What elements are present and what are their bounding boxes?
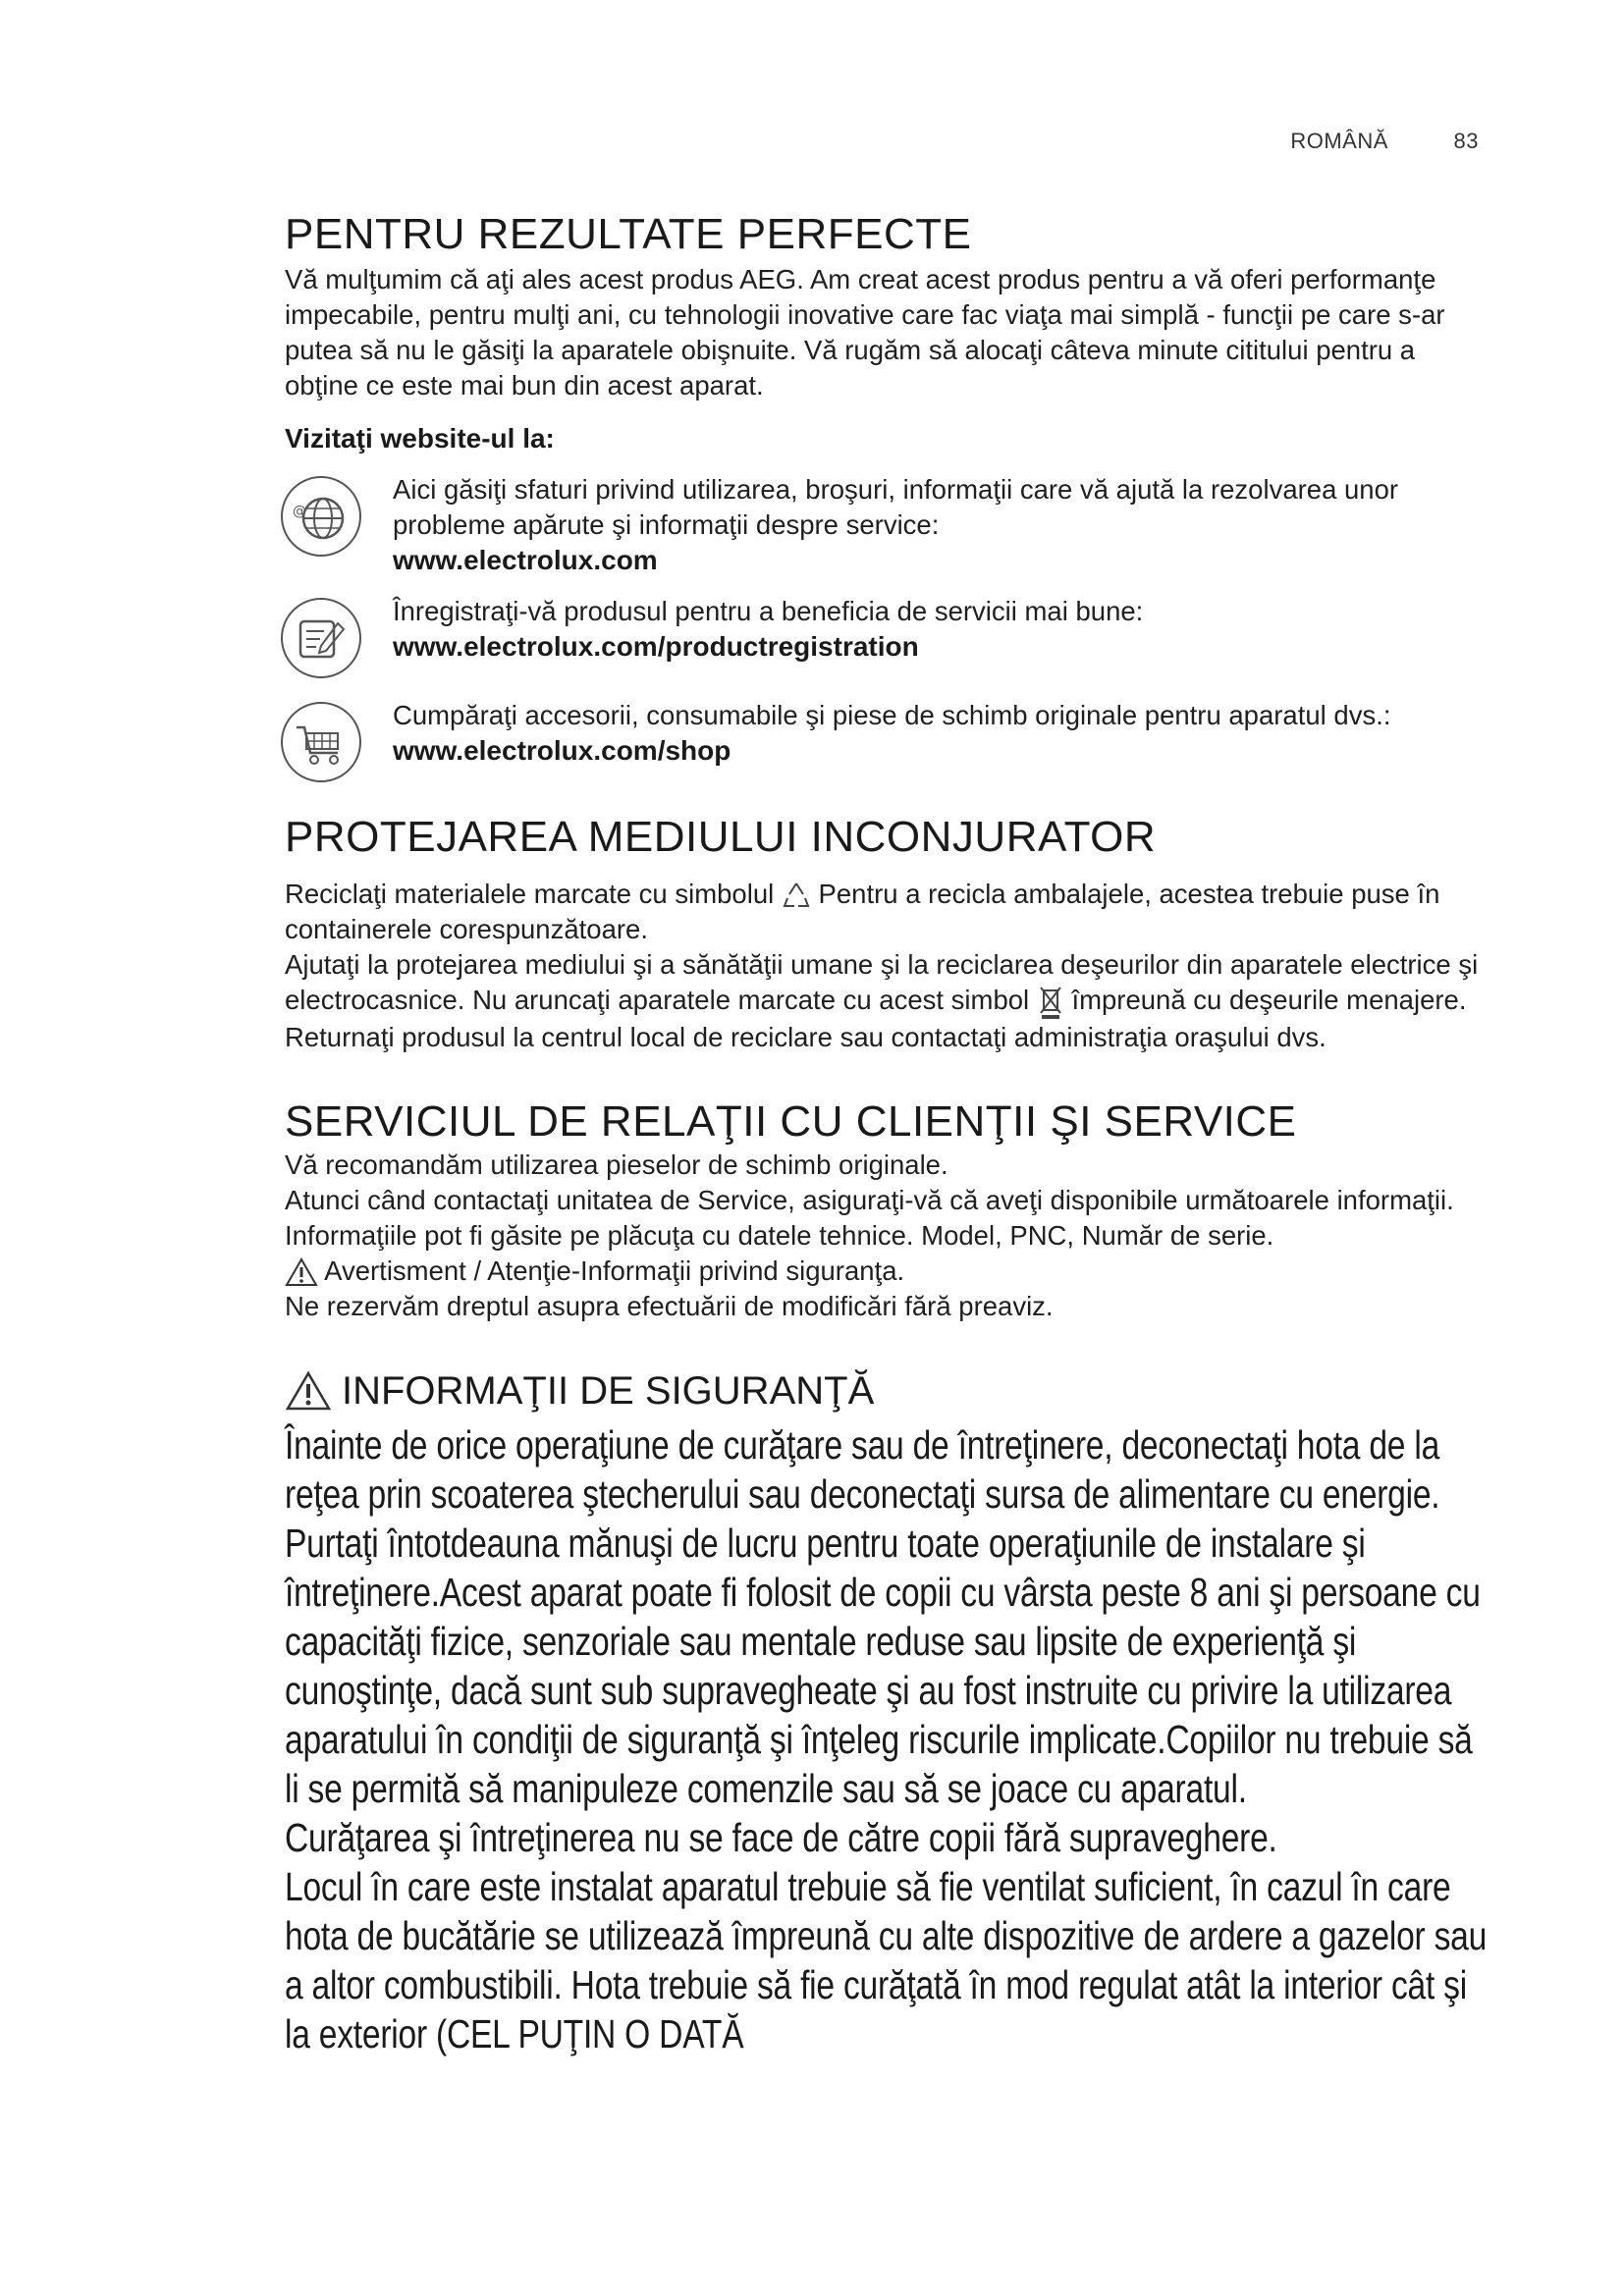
- weee-paragraph: [285, 947, 1488, 1055]
- section-title-perfect-results: PENTRU REZULTATE PERFECTE: [285, 210, 972, 258]
- weee-text-before: Ajutaţi la protejarea mediului şi a sănătăţii umane şi la reciclarea deşeurilor din aparatele electrice şi electrocasnice. Nu aruncaţi aparatele marcate cu acest simbol: [285, 949, 1479, 1015]
- website-info-text: Aici găsiţi sfaturi privind utilizarea, broşuri, informaţii care vă ajută la rezolvarea unor probleme apărute şi informaţii despre service:: [393, 474, 1399, 540]
- recycling-text-after: Pentru a recicla ambalajele, acestea trebuie puse în containerele corespunzătoare.: [285, 879, 1440, 944]
- globe-icon: [277, 472, 365, 561]
- website-row-info: [285, 472, 1488, 578]
- shopping-cart-icon: [277, 698, 365, 786]
- svg-text:@: @: [293, 504, 306, 519]
- page-header: [1290, 129, 1479, 154]
- safety-paragraph-3: Locul în care este instalat aparatul trebuie să fie ventilat suficient, în cazul în care hota de bucătărie se utilizează împreună cu alte dispozitive de ardere a gazelor sau a altor combustibili. Hota trebuie să fie curăţată în mod regulat atât la interior cât şi la exterior (CEL PUŢIN O DATĂ: [285, 1863, 1488, 2056]
- safety-body: [285, 1420, 1492, 2058]
- visit-website-label: Vizitaţi website-ul la:: [285, 423, 555, 454]
- warning-line: [285, 1254, 1488, 1289]
- service-line-1: Vă recomandăm utilizarea pieselor de schimb originale.: [285, 1148, 948, 1180]
- weee-text-after: împreună cu deşeurile menajere. Returnaţi produsul la centrul local de reciclare sau contactaţi administraţia oraşului dvs.: [285, 985, 1467, 1052]
- section-title-customer-service: SERVICIUL DE RELAŢII CU CLIENŢII ŞI SERVICE: [285, 1096, 1297, 1146]
- website-link-shop[interactable]: www.electrolux.com/shop: [393, 735, 731, 766]
- language-label: ROMÂNĂ: [1290, 129, 1388, 153]
- safety-title-text: INFORMAŢII DE SIGURANŢĂ: [342, 1368, 875, 1413]
- page-content: [285, 211, 1488, 2058]
- safety-paragraph-2: Curăţarea şi întreţinerea nu se face de către copii fără supraveghere.: [285, 1814, 1277, 1860]
- intro-paragraph: Vă mulţumim că aţi ales acest produs AEG. Am creat acest produs pentru a vă oferi performanţe impecabile, pentru mulţi ani, cu tehnologii inovative care fac viaţa mai simplă - funcţii pe care s-ar putea să nu le găsiţi la aparatele obişnuite. Vă rugăm să alocaţi câteva minute cititului pentru a obţine ce este mai bun din acest aparat.: [285, 264, 1445, 400]
- website-link-main[interactable]: www.electrolux.com: [393, 545, 658, 575]
- page-number: 83: [1453, 129, 1479, 153]
- safety-paragraph-1: Înainte de orice operaţiune de curăţare sau de întreţinere, deconectaţi hota de la reţea prin scoaterea ştecherului sau deconectaţi sursa de alimentare cu energie. Purtaţi întotdeauna mănuşi de lucru pentru toate operaţiunile de instalare şi întreţinere.Acest aparat poate fi folosit de copii cu vârsta peste 8 ani şi persoane cu capacităţi fizice, senzoriale sau mentale reduse sau lipsite de experienţă şi cunoştinţe, dacă sunt sub supravegheate şi au fost instruite cu privire la utilizarea aparatului în condiţii de siguranţă şi înţeleg riscurile implicate.Copiilor nu trebuie să li se permită să manipuleze comenzile sau să se joace cu aparatul.: [285, 1421, 1481, 1811]
- website-shop-text: Cumpăraţi accesorii, consumabile şi piese de schimb originale pentru aparatul dvs.:: [393, 700, 1391, 730]
- warning-icon: [285, 1370, 332, 1412]
- service-line-2: Atunci când contactaţi unitatea de Service, asiguraţi-vă că aveţi disponibile următoarele informaţii.: [285, 1184, 1454, 1215]
- warning-icon: [285, 1257, 318, 1287]
- service-line-3: Informaţiile pot fi găsite pe plăcuţa cu datele tehnice. Model, PNC, Număr de serie.: [285, 1219, 1274, 1251]
- registration-icon: [277, 594, 365, 682]
- website-link-registration[interactable]: www.electrolux.com/productregistration: [393, 631, 919, 662]
- service-last-line: Ne rezervăm dreptul asupra efectuării de modificări fără preaviz.: [285, 1290, 1054, 1321]
- recycle-icon: [782, 881, 811, 912]
- crossed-bin-icon: [1037, 985, 1064, 1020]
- recycling-text-before: Reciclaţi materialele marcate cu simbolul: [285, 879, 775, 909]
- website-registration-text: Înregistraţi-vă produsul pentru a beneficia de servicii mai bune:: [393, 596, 1144, 626]
- section-title-environment: PROTEJAREA MEDIULUI INCONJURATOR: [285, 813, 1157, 861]
- warning-text: Avertisment / Atenţie-Informaţii privind siguranţa.: [324, 1255, 905, 1286]
- section-title-safety: [285, 1367, 1488, 1415]
- recycling-paragraph: [285, 877, 1488, 947]
- website-row-shop: [285, 698, 1488, 786]
- website-row-registration: [285, 594, 1488, 682]
